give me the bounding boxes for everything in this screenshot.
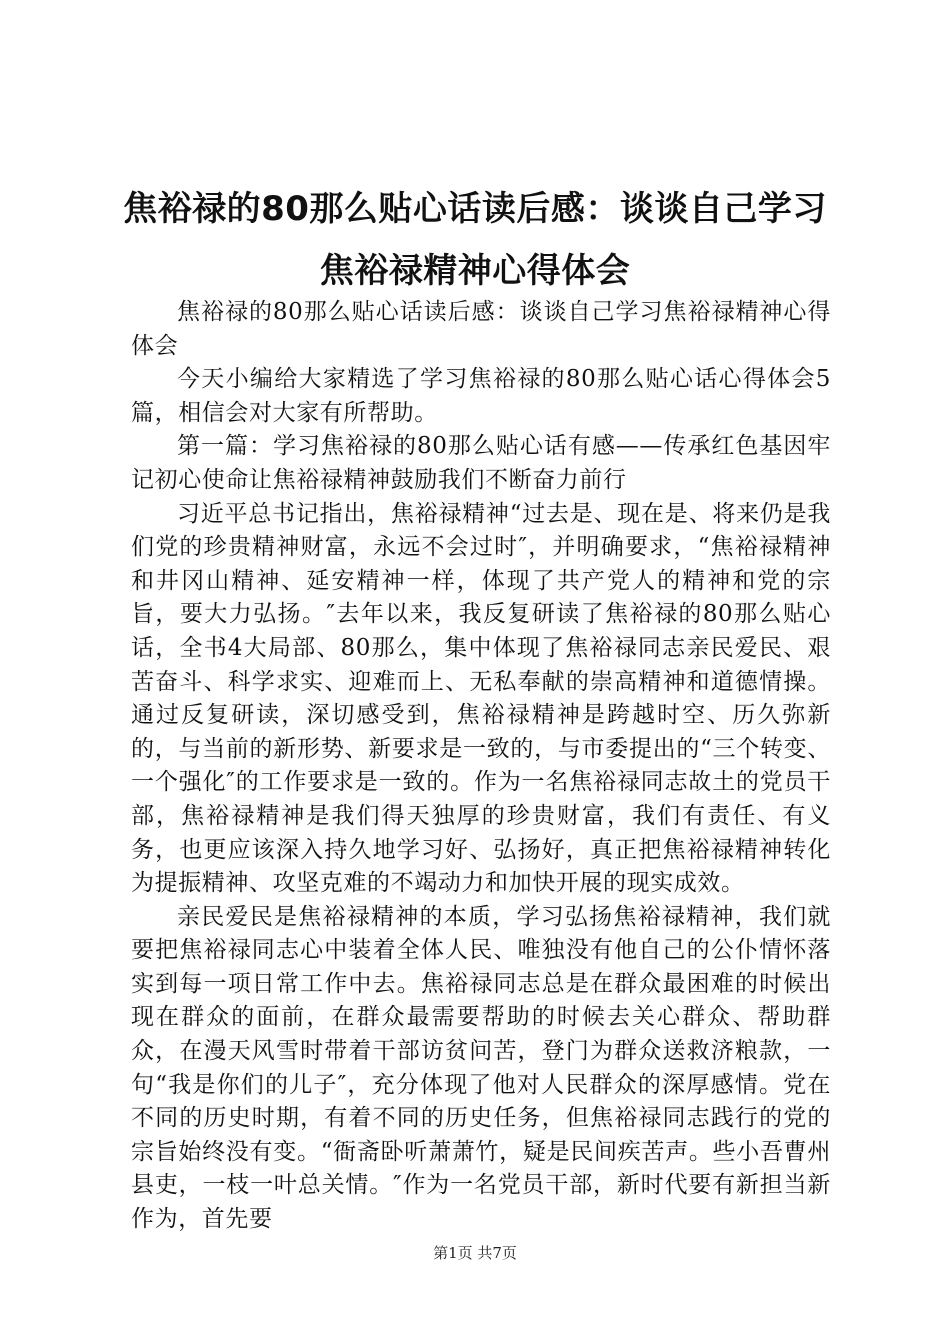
paragraph: 亲民爱民是焦裕禄精神的本质，学习弘扬焦裕禄精神，我们就要把焦裕禄同志心中装着全体人民、唯独没有他自己的公仆情怀落实到每一项日常工作中去。焦裕禄同志总是在群众最困难的时候出现在群众的面前，在群众最需要帮助的时候去关心群众、帮助群众，在漫天风雪时带着干部访贫问苦，登门为群众送救济粮款，一句“我是你们的儿子″，充分体现了他对人民群众的深厚感情。党在不同的历史时期，有着不同的历史任务，但焦裕禄同志践行的党的宗旨始终没有变。“衙斋卧听萧萧竹，疑是民间疾苦声。些小吾曹州县吏，一枝一叶总关情。″作为一名党员干部，新时代要有新担当新作为，首先要 xyxy=(131,903,831,1233)
paragraph: 习近平总书记指出，焦裕禄精神“过去是、现在是、将来仍是我们党的珍贵精神财富，永远不会过时″，并明确要求，“焦裕禄精神和井冈山精神、延安精神一样，体现了共产党人的精神和党的宗旨，要大力弘扬。″去年以来，我反复研读了焦裕禄的80那么贴心话，全书4大局部、80那么，集中体现了焦裕禄同志亲民爱民、艰苦奋斗、科学求实、迎难而上、无私奉献的崇高精神和道德情操。通过反复研读，深切感受到，焦裕禄精神是跨越时空、历久弥新的，与当前的新形势、新要求是一致的，与市委提出的“三个转变、一个强化″的工作要求是一致的。作为一名焦裕禄同志故土的党员干部，焦裕禄精神是我们得天独厚的珍贵财富，我们有责任、有义务，也更应该深入持久地学习好、弘扬好，真正把焦裕禄精神转化为提振精神、攻坚克难的不竭动力和加快开展的现实成效。 xyxy=(131,500,831,897)
page-number-footer: 第1页 共7页 xyxy=(433,1244,517,1262)
paragraph: 今天小编给大家精选了学习焦裕禄的80那么贴心话心得体会5篇，相信会对大家有所帮助。 xyxy=(131,366,831,426)
document-title: 焦裕禄的80那么贴心话读后感：谈谈自己学习焦裕禄精神心得体会 xyxy=(123,189,827,291)
paragraph: 第一篇：学习焦裕禄的80那么贴心话有感——传承红色基因牢记初心使命让焦裕禄精神鼓励我们不断奋力前行 xyxy=(131,433,831,493)
paragraph: 焦裕禄的80那么贴心话读后感：谈谈自己学习焦裕禄精神心得体会 xyxy=(131,299,831,359)
document-body xyxy=(131,296,831,1237)
